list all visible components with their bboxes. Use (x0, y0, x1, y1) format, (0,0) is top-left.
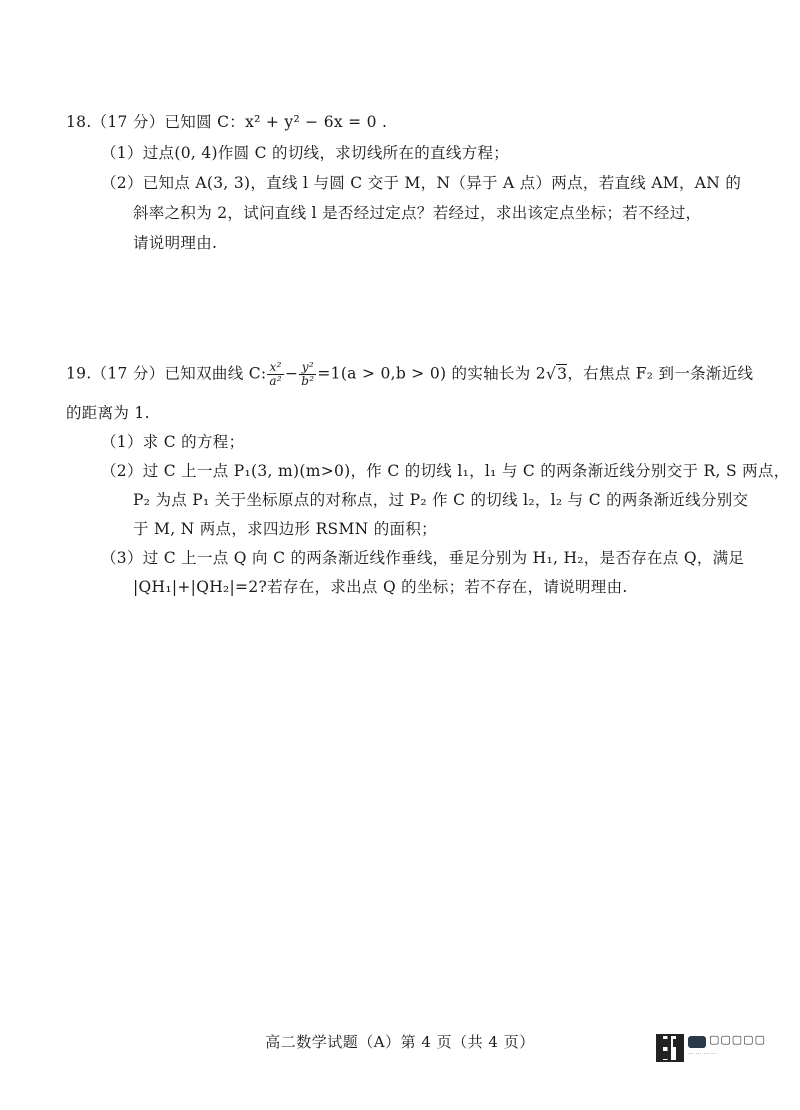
sqrt-expression: √3 (545, 364, 568, 383)
fraction-denominator: a² (269, 374, 282, 388)
q18-part2-line3: 请说明理由. (133, 234, 218, 252)
q19-part2-line2: P₂ 为点 P₁ 关于坐标原点的对称点，过 P₂ 作 C 的切线 l₂，l₂ 与 C 的两条渐近线分别交 (133, 491, 749, 509)
q19-part2-line3: 于 M, N 两点，求四边形 RSMN 的面积； (133, 520, 437, 538)
fraction-numerator: y² (299, 361, 316, 375)
q18-header: 18.（17 分）已知圆 C：x² + y² − 6x = 0 . (66, 113, 388, 131)
q19-part3-line2: |QH₁|+|QH₂|=2?若存在，求出点 Q 的坐标；若不存在，请说明理由. (133, 578, 628, 596)
q19-part1: （1）求 C 的方程； (101, 433, 245, 451)
q18-part2-line2: 斜率之积为 2，试问直线 l 是否经过定点？若经过，求出该定点坐标；若不经过， (133, 204, 702, 222)
qr-code-icon (656, 1034, 684, 1062)
brand-logo-icon (688, 1036, 706, 1048)
q19-header-line2: 的距离为 1. (66, 404, 150, 422)
fraction-numerator: x² (267, 361, 284, 375)
q18-part1: （1）过点(0, 4)作圆 C 的切线，求切线所在的直线方程； (101, 144, 510, 162)
fraction-y2-b2 (299, 361, 316, 388)
q19-header-middle: =1(a > 0,b > 0) 的实轴长为 2 (317, 364, 546, 383)
q19-header-prefix: 19.（17 分）已知双曲线 C: (66, 364, 267, 383)
page-footer: 高二数学试题（A）第 4 页（共 4 页） (265, 1033, 535, 1051)
fraction-denominator: b² (301, 374, 315, 388)
sqrt-radicand: 3 (557, 364, 568, 383)
brand-watermark-icon: ▢▢▢▢▢ (709, 1033, 766, 1046)
q19-part3-line1: （3）过 C 上一点 Q 向 C 的两条渐近线作垂线，垂足分别为 H₁, H₂，是否存在点 Q，满足 (101, 549, 745, 567)
q19-part2-line1: （2）过 C 上一点 P₁(3, m)(m>0)，作 C 的切线 l₁，l₁ 与 C 的两条渐近线分别交于 R, S 两点， (101, 462, 790, 480)
minus-sign: − (285, 364, 299, 383)
q19-header (66, 361, 753, 388)
fraction-x2-a2 (267, 361, 284, 388)
q19-header-suffix: ，右焦点 F₂ 到一条渐近线 (567, 364, 754, 383)
brand-subtitle-icon: ··· ··· ··· ··· (688, 1051, 717, 1058)
q18-part2-line1: （2）已知点 A(3, 3)，直线 l 与圆 C 交于 M，N（异于 A 点）两点，若直线 AM，AN 的 (101, 174, 742, 192)
